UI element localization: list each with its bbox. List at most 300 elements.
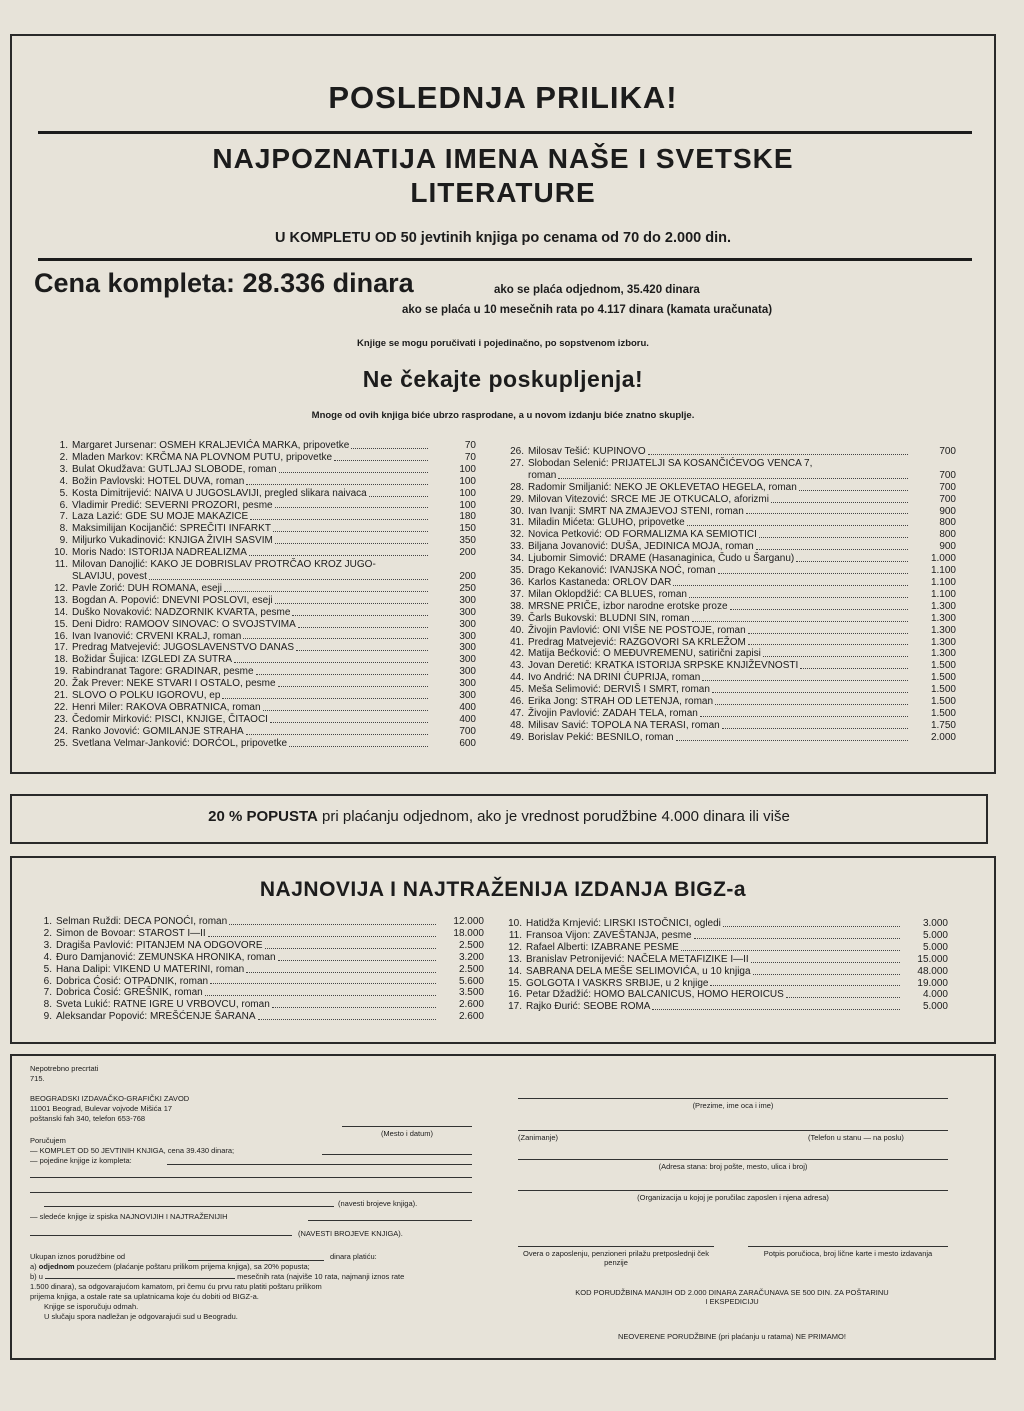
form-code: 715. [30, 1074, 45, 1083]
leader-dots [292, 615, 428, 616]
divider [38, 131, 972, 134]
leader-dots [648, 454, 908, 455]
item-number: 15. [508, 977, 522, 989]
leader-dots [279, 472, 428, 473]
item-price: 700 [459, 725, 476, 737]
list-item [510, 708, 956, 720]
leader-dots [258, 1019, 436, 1020]
item-number: 16. [54, 630, 68, 642]
item-price: 350 [459, 535, 476, 547]
list-item [54, 714, 476, 726]
item-title: roman [528, 469, 557, 481]
item-title: Maksimilijan Kocijančić: SPREČITI INFARKT [72, 523, 271, 535]
item-price: 900 [939, 505, 956, 517]
list-item [508, 989, 948, 1001]
headline: POSLEDNJA PRILIKA! [328, 80, 678, 115]
list-item [510, 517, 956, 529]
leader-dots [718, 573, 908, 574]
delivery-note: Knjige se isporučuju odmah. [44, 1302, 139, 1311]
item-price: 3.500 [458, 987, 484, 999]
item-title: Kosta Dimitrijević: NAIVA U JUGOSLAVIJI, pregled slikara naivaca [72, 487, 367, 499]
option-new-editions[interactable]: — sledeće knjige iz spiska NAJNOVIJIH I NAJTRAŽENIJIH [30, 1212, 228, 1221]
individual-books-field-2[interactable] [30, 1177, 472, 1178]
list-item [54, 678, 476, 690]
item-title: Svetlana Velmar-Janković: DORĆOL, pripovetke [72, 737, 288, 749]
place-date-field[interactable] [342, 1126, 472, 1127]
total-suffix: dinara platiću: [330, 1252, 377, 1261]
leader-dots [298, 627, 428, 628]
item-number: 37. [510, 588, 524, 600]
new-editions-left [38, 916, 484, 1023]
leader-dots [751, 962, 900, 963]
leader-dots [799, 490, 908, 491]
item-title: Borislav Pekić: BESNILO, roman [528, 731, 674, 743]
pay-b-rest: mesečnih rata (najviše 10 rata, najmanji iznos rate [237, 1272, 405, 1281]
item-number: 14. [508, 965, 522, 977]
item-number: 41. [510, 636, 524, 648]
leader-dots [224, 591, 428, 592]
item-title: Deni Didro: RAMOOV SINOVAC: O SVOJSTVIMA [72, 618, 296, 630]
leader-dots [222, 698, 428, 699]
list-item [508, 918, 948, 930]
list-item [38, 952, 484, 964]
item-price: 1.500 [930, 707, 956, 719]
strike-note: Nepotrebno precrtati [30, 1064, 99, 1073]
leader-dots [673, 585, 908, 586]
leader-dots [652, 1009, 900, 1010]
list-item [54, 535, 476, 547]
item-title: Laza Lazić: GDE SU MOJE MAKAZICE [72, 511, 249, 523]
item-number: 1. [43, 916, 52, 927]
list-item [54, 452, 476, 464]
item-price: 100 [459, 499, 476, 511]
item-title: Bulat Okudžava: GUTLJAJ SLOBODE, roman [72, 463, 277, 475]
employment-verification-field[interactable] [518, 1246, 714, 1247]
leader-dots [149, 579, 428, 580]
item-price: 1.500 [930, 696, 956, 708]
divider [38, 258, 972, 261]
item-price: 1.750 [930, 719, 956, 731]
item-number: 17. [508, 1001, 522, 1013]
item-number: 35. [510, 565, 524, 577]
item-price: 300 [459, 666, 476, 678]
item-price: 12.000 [453, 916, 484, 927]
item-title: MRSNE PRIČE, izbor narodne erotske proze [528, 600, 728, 612]
item-title: SABRANA DELA MEŠE SELIMOVIĆA, u 10 knjiga [526, 965, 751, 977]
list-item [54, 690, 476, 702]
leader-dots [275, 603, 428, 604]
item-price: 1.300 [930, 600, 956, 612]
item-price: 1.100 [930, 588, 956, 600]
discount-banner [10, 794, 988, 844]
leader-dots [771, 502, 908, 503]
item-number: 30. [510, 505, 524, 517]
leader-dots [296, 650, 428, 651]
item-price: 300 [459, 642, 476, 654]
occupation-phone-field[interactable] [518, 1130, 948, 1131]
item-title: Čedomir Mirković: PISCI, KNJIGE, ČITAOCI [72, 713, 268, 725]
list-item [38, 928, 484, 940]
list-item [54, 631, 476, 643]
item-title: Meša Selimović: DERVIŠ I SMRT, roman [528, 684, 710, 696]
item-number: 16. [508, 989, 522, 1001]
leader-dots [692, 621, 908, 622]
list-item [510, 506, 956, 518]
leader-dots [273, 531, 428, 532]
list-item [510, 625, 956, 637]
item-price: 1.300 [930, 624, 956, 636]
leader-dots [786, 997, 900, 998]
leader-dots [702, 680, 908, 681]
item-title: Predrag Matvejević: RAZGOVORI SA KRLEŽOM [528, 636, 746, 648]
item-title: Mladen Markov: KRČMA NA PLOVNOM PUTU, pripovetke [72, 451, 333, 463]
order-word: Poručujem [30, 1136, 66, 1145]
item-price: 200 [459, 570, 476, 582]
item-title: Selman Ruždi: DECA PONOĆI, roman [56, 916, 228, 927]
item-price: 15.000 [917, 953, 948, 965]
leader-dots [722, 728, 908, 729]
item-title: Božidar Šujica: IZGLEDI ZA SUTRA [72, 654, 233, 666]
item-title: Margaret Jursenar: OSMEH KRALJEVIĆA MARKA, pripovetke [72, 440, 350, 451]
item-title: Predrag Matvejević: JUGOSLAVENSTVO DANAS [72, 642, 295, 654]
item-number: 7. [43, 987, 52, 999]
item-title: Miljurko Vukadinović: KNJIGA ŽIVIH SASVIM [72, 535, 273, 547]
item-number: 28. [510, 481, 524, 493]
leader-dots [753, 974, 900, 975]
list-item [508, 1001, 948, 1013]
occupation-label: (Zanimanje) [518, 1133, 559, 1142]
item-title: Hatidža Krnjević: LIRSKI ISTOČNICI, ogledi [526, 918, 721, 929]
item-title: Milovan Danojlić: KAKO JE DOBRISLAV PROTRČAO KROZ JUGO- [72, 559, 376, 571]
leader-dots [710, 985, 900, 986]
order-form [10, 1054, 996, 1360]
place-date-label: (Mesto i datum) [380, 1129, 434, 1138]
option-complete-set[interactable]: — KOMPLET OD 50 JEVTINIH KNJIGA, cena 39.430 dinara; [30, 1146, 235, 1155]
item-price: 2.600 [458, 1011, 484, 1023]
leader-dots [558, 478, 908, 479]
leader-dots [208, 936, 436, 937]
item-price: 70 [464, 451, 476, 463]
item-title: Dragiša Pavlović: PITANJEM NA ODGOVORE [56, 939, 263, 951]
signature-field[interactable] [748, 1246, 948, 1247]
item-number: 3. [43, 939, 52, 951]
leader-dots [263, 710, 428, 711]
list-item [510, 529, 956, 541]
item-number: 8. [59, 523, 68, 535]
item-title: Erika Jong: STRAH OD LETENJA, roman [528, 696, 714, 708]
list-item [54, 500, 476, 512]
list-item [510, 672, 956, 684]
item-title: Moris Nado: ISTORIJA NADREALIZMA [72, 547, 247, 559]
new-editions-right [508, 918, 948, 1013]
list-item [510, 482, 956, 494]
leader-dots [250, 519, 428, 520]
leader-dots [723, 926, 900, 927]
item-price: 5.000 [922, 929, 948, 941]
item-number: 32. [510, 529, 524, 541]
item-price: 1.300 [930, 612, 956, 624]
item-number: 12. [508, 941, 522, 953]
item-number: 44. [510, 672, 524, 684]
item-number: 1. [59, 440, 68, 451]
item-title: Rabindranat Tagore: GRADINAR, pesme [72, 666, 254, 678]
item-price: 1.500 [930, 672, 956, 684]
item-title: Matija Bećković: O MEĐUVREMENU, satirični zapisi [528, 648, 761, 660]
item-title: Jovan Deretić: KRATKA ISTORIJA SRPSKE KNJIŽEVNOSTI [528, 660, 799, 672]
item-number: 7. [59, 511, 68, 523]
list-item [54, 523, 476, 535]
leader-dots [334, 460, 428, 461]
item-title: Ranko Jovović: GOMILANJE STRAHA [72, 725, 244, 737]
item-number: 19. [54, 666, 68, 678]
item-price: 1.100 [930, 565, 956, 577]
list-item [510, 494, 956, 506]
new-editions-title: NAJNOVIJA I NAJTRAŽENIJA IZDANJA BIGZ-a [259, 878, 747, 901]
leader-dots [687, 525, 908, 526]
total-amount-field[interactable] [188, 1260, 324, 1261]
item-price: 1.500 [930, 684, 956, 696]
new-editions-field-2[interactable] [30, 1235, 292, 1236]
give-numbers-caps-label: (NAVESTI BROJEVE KNJIGA). [298, 1229, 403, 1238]
item-title: Petar Džadžić: HOMO BALCANICUS, HOMO HEROICUS [526, 989, 784, 1001]
leader-dots [351, 448, 428, 449]
item-title: Milisav Savić: TOPOLA NA TERASI, roman [528, 719, 720, 731]
item-price: 300 [459, 606, 476, 618]
phone-label: (Telefon u stanu — na poslu) [808, 1133, 904, 1142]
item-title: Sveta Lukić: RATNE IGRE U VRBOVCU, roman [56, 999, 270, 1011]
item-title: Slobodan Selenić: PRIJATELJI SA KOSANČIĆEVOG VENCA 7, [528, 457, 813, 469]
leader-dots [730, 609, 908, 610]
leader-dots [712, 692, 908, 693]
item-price: 900 [939, 541, 956, 553]
item-number: 11. [508, 929, 522, 941]
leader-dots [289, 746, 428, 747]
option-complete-field[interactable] [322, 1154, 472, 1155]
item-title: Hana Dalipi: VIKEND U MATERINI, roman [56, 963, 245, 975]
book-list-left [54, 440, 476, 750]
court-note: U slučaju spora nadležan je odgovarajući sud u Beogradu. [44, 1312, 238, 1321]
item-number: 3. [59, 463, 68, 475]
item-title: Živojin Pavlović: ZADAH TELA, roman [528, 707, 698, 719]
item-price: 800 [939, 517, 956, 529]
individual-books-field-3[interactable] [30, 1192, 472, 1193]
list-item [54, 726, 476, 738]
item-price: 400 [459, 701, 476, 713]
list-item [510, 458, 956, 470]
list-item [54, 738, 476, 750]
publisher-address: 11001 Beograd, Bulevar vojvode Mišića 17 [30, 1104, 173, 1113]
item-number: 2. [43, 927, 52, 939]
item-price: 700 [939, 446, 956, 457]
individual-note: Knjige se mogu poručivati i pojedinačno, po sopstvenom izboru. [357, 338, 649, 349]
item-title: Rajko Đurić: SEOBE ROMA [526, 1001, 651, 1013]
item-number: 22. [54, 701, 68, 713]
list-item [510, 648, 956, 660]
list-item [510, 565, 956, 577]
installments-count-field[interactable] [45, 1278, 235, 1279]
item-number: 9. [43, 1011, 52, 1023]
item-price: 700 [939, 493, 956, 505]
discount-highlight: 20 % POPUSTA [208, 808, 318, 825]
item-title: Dobrica Ćosić: OTPADNIK, roman [56, 975, 209, 987]
item-price: 200 [459, 547, 476, 559]
item-title: Radomir Smiljanić: NEKO JE OKLEVETAO HEGELA, roman [528, 481, 797, 493]
leader-dots [234, 662, 428, 663]
item-title: Biljana Jovanović: DUŠA, JEDINICA MOJA, roman [528, 541, 754, 553]
item-number: 9. [59, 535, 68, 547]
item-number: 48. [510, 719, 524, 731]
organization-field[interactable] [518, 1190, 948, 1191]
pay-option-b[interactable] [30, 1272, 404, 1281]
item-number: 31. [510, 517, 524, 529]
leader-dots [246, 972, 436, 973]
item-number: 4. [59, 475, 68, 487]
title-line-1: NAJPOZNATIJA IMENA NAŠE I SVETSKE [212, 143, 794, 174]
item-title: Žak Prever: NEKE STVARI I OSTALO, pesme [72, 678, 276, 690]
leader-dots [800, 668, 908, 669]
item-price: 2.500 [458, 939, 484, 951]
item-price: 250 [459, 582, 476, 594]
pay-option-a[interactable] [30, 1262, 310, 1271]
discount-text: pri plaćanju odjednom, ako je vrednost porudžbine 4.000 dinara ili više [317, 808, 790, 825]
list-item [508, 978, 948, 990]
subtitle: U KOMPLETU OD 50 jevtinih knjiga po cenama od 70 do 2.000 din. [274, 230, 732, 246]
item-title: SLAVIJU, povest [72, 570, 147, 582]
list-item [510, 553, 956, 565]
item-title: Simon de Bovoar: STAROST I—II [56, 927, 206, 939]
item-number: 49. [510, 731, 524, 743]
list-item [54, 559, 476, 571]
item-price: 700 [939, 469, 956, 481]
item-title: Drago Kekanović: IVANJSKA NOĆ, roman [528, 565, 716, 577]
leader-dots [275, 507, 428, 508]
item-price: 3.200 [458, 951, 484, 963]
item-title: Duško Novaković: NADZORNIK KVARTA, pesme [72, 606, 291, 618]
pay-a-rest: pouzećem (plaćanje poštaru prilikom prijema knjiga), sa 20% popusta; [76, 1262, 310, 1271]
item-price: 2.600 [458, 999, 484, 1011]
leader-dots [210, 983, 436, 984]
item-number: 11. [54, 559, 68, 571]
item-price: 5.000 [922, 1001, 948, 1013]
name-label: (Prezime, ime oca i ime) [692, 1101, 774, 1110]
list-item [508, 930, 948, 942]
item-number: 5. [43, 963, 52, 975]
item-title: Pavle Zorić: DUH ROMANA, eseji [72, 582, 223, 594]
item-title: Fransoa Vijon: ZAVEŠTANJA, pesme [526, 929, 692, 941]
item-title: Milovan Vitezović: SRCE ME JE OTKUCALO, aforizmi [528, 493, 769, 505]
item-title: Dobrica Ćosić: GREŠNIK, roman [56, 987, 203, 999]
item-number: 46. [510, 696, 524, 708]
pay-a-bold: odjednom [38, 1262, 75, 1271]
leader-dots [676, 740, 908, 741]
item-title: SLOVO O POLKU IGOROVU, ep [72, 690, 221, 702]
item-number: 29. [510, 493, 524, 505]
item-title: Branislav Petronijević: NAČELA METAFIZIKE I—II [526, 953, 749, 965]
item-number: 18. [54, 654, 68, 666]
leader-dots [689, 597, 908, 598]
item-price: 300 [459, 618, 476, 630]
small-order-note-2: I EKSPEDICIJU [705, 1297, 759, 1306]
publisher-name: BEOGRADSKI IZDAVAČKO-GRAFIČKI ZAVOD [30, 1094, 190, 1103]
price-note-once: ako se plaća odjednom, 35.420 dinara [494, 284, 700, 296]
leader-dots [278, 686, 428, 687]
item-number: 38. [510, 600, 524, 612]
item-number: 8. [43, 999, 52, 1011]
leader-dots [759, 537, 908, 538]
leader-dots [681, 950, 900, 951]
item-number: 21. [54, 690, 68, 702]
list-item [508, 942, 948, 954]
leader-dots [746, 513, 908, 514]
item-number: 15. [54, 618, 68, 630]
total-line: Ukupan iznos porudžbine od [30, 1252, 126, 1261]
small-order-note: KOD PORUDŽBINA MANJIH OD 2.000 DINARA ZARAČUNAVA SE 500 DIN. ZA POŠTARINU [575, 1288, 889, 1297]
name-field[interactable] [518, 1098, 948, 1099]
address-field[interactable] [518, 1159, 948, 1160]
list-item [510, 446, 956, 458]
item-price: 400 [459, 713, 476, 725]
list-item [38, 999, 484, 1011]
list-item [38, 916, 484, 928]
leader-dots [243, 638, 428, 639]
item-price: 300 [459, 654, 476, 666]
item-title: Đuro Damjanović: ZEMUNSKA HRONIKA, roman [56, 951, 276, 963]
item-title: Božin Pavlovski: HOTEL DUVA, roman [72, 475, 245, 487]
item-number: 47. [510, 707, 524, 719]
item-number: 34. [510, 553, 524, 565]
item-number: 27. [510, 457, 524, 469]
list-item [54, 702, 476, 714]
individual-books-field[interactable] [167, 1164, 472, 1165]
new-editions-box [10, 856, 996, 1044]
leader-dots [229, 924, 436, 925]
list-item [38, 976, 484, 988]
item-price: 800 [939, 529, 956, 541]
item-price: 100 [459, 487, 476, 499]
item-title: Ivan Ivanović: CRVENI KRALJ, roman [72, 630, 242, 642]
pay-b-line3: prijema knjiga, a ostale rate sa uplatnicama koje ću dobiti od BIGZ-a. [30, 1292, 259, 1301]
new-editions-field[interactable] [308, 1220, 472, 1221]
list-item [54, 619, 476, 631]
list-item [510, 601, 956, 613]
item-number: 13. [508, 953, 522, 965]
item-price: 300 [459, 690, 476, 702]
list-item [54, 571, 476, 583]
item-price: 100 [459, 475, 476, 487]
list-item [54, 607, 476, 619]
list-item [508, 966, 948, 978]
item-price: 100 [459, 463, 476, 475]
book-offer-box [10, 34, 996, 774]
pay-a-label: a) [30, 1262, 37, 1271]
item-price: 1.100 [930, 576, 956, 588]
item-title: Ivan Ivanji: SMRT NA ZMAJEVOJ STENI, roman [528, 505, 744, 517]
sellout-note: Mnoge od ovih knjiga biće ubrzo rasprodane, a u novom izdanju biće znatno skuplje. [311, 410, 695, 421]
individual-books-field-4[interactable] [44, 1206, 334, 1207]
item-number: 10. [508, 918, 522, 929]
list-item [510, 720, 956, 732]
item-price: 2.000 [930, 731, 956, 743]
leader-dots [763, 656, 908, 657]
leader-dots [246, 484, 428, 485]
list-item [510, 577, 956, 589]
list-item [54, 666, 476, 678]
leader-dots [694, 938, 900, 939]
item-price: 18.000 [453, 927, 484, 939]
option-individual-books[interactable]: — pojedine knjige iz kompleta: [30, 1156, 132, 1165]
item-number: 42. [510, 648, 524, 660]
list-item [38, 1011, 484, 1023]
